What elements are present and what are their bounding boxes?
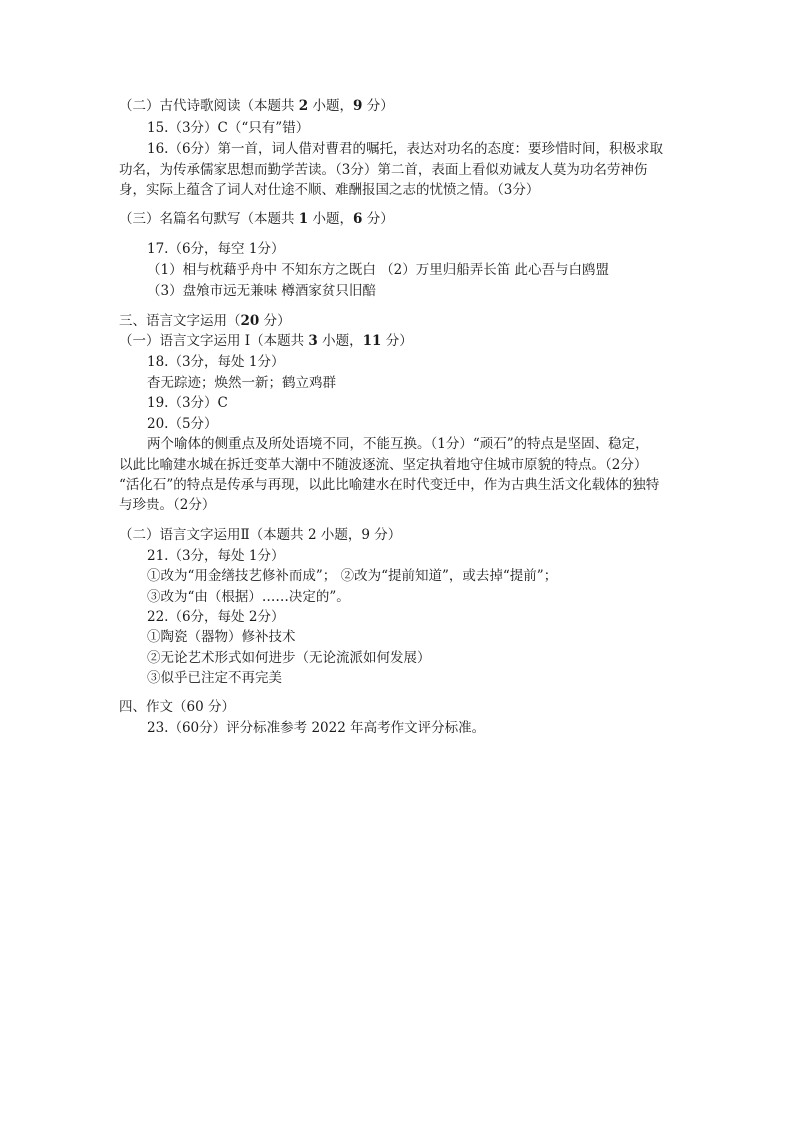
answer-q21-line1: ①改为“用金缮技艺修补而成”； ②改为“提前知道”，或去掉“提前”； xyxy=(147,568,558,584)
answer-q16-line2: 功名，为传承儒家思想而勤学苦读。（3分）第二首，表面上看似劝诫友人莫为功名劳神伤 xyxy=(119,162,648,178)
answer-q21: 21.（3分，每处 1分） xyxy=(147,548,285,564)
part-language-header: 三、语言文字运用（20 分） xyxy=(119,313,291,329)
answer-q17: 17.（6分，每空 1分） xyxy=(147,241,285,257)
answer-q22-line2: ②无论艺术形式如何进步（无论流派如何发展） xyxy=(147,650,431,666)
section-recitation-header: （三）名篇名句默写（本题共 1 小题，6 分） xyxy=(119,211,394,227)
answer-q15: 15.（3分）C（“只有”错） xyxy=(147,120,310,136)
answer-q20-line3: “活化石”的特点是传承与再现，以此比喻建水在时代变迁中，作为古典生活文化载体的独特 xyxy=(119,477,660,493)
answer-q22: 22.（6分，每处 2分） xyxy=(147,609,285,625)
answer-q20-line1: 两个喻体的侧重点及所处语境不同，不能互换。（1分）“顽石”的特点是坚固、稳定， xyxy=(147,436,649,452)
answer-q18-text: 杳无踪迹；焕然一新；鹤立鸡群 xyxy=(147,375,336,391)
answer-q22-line1: ①陶瓷（器物）修补技术 xyxy=(147,629,296,645)
answer-q23: 23.（60分）评分标准参考 2022 年高考作文评分标准。 xyxy=(147,720,486,736)
answer-q16-line1: 16.（6分）第一首，词人借对曹君的嘱托，表达对功名的态度：要珍惜时间，积极求取 xyxy=(147,141,664,157)
subsection-language-1-header: （一）语言文字运用 I（本题共 3 小题，11 分） xyxy=(119,333,413,349)
answer-q17-line1: （1）相与枕藉乎舟中 不知东方之既白 （2）万里归船弄长笛 此心吾与白鸥盟 xyxy=(147,262,610,278)
answer-q16-line3: 身，实际上蕴含了词人对仕途不顺、难酬报国之志的忧愤之情。（3分） xyxy=(119,182,540,198)
answer-q20-line4: 与珍贵。（2分） xyxy=(119,497,216,513)
part-essay-header: 四、作文（60 分） xyxy=(119,699,235,715)
answer-q22-line3: ③似乎已注定不再完美 xyxy=(147,670,282,686)
subsection-language-2-header: （二）语言文字运用Ⅱ（本题共 2 小题，9 分） xyxy=(119,527,402,543)
answer-q20-line2: 以此比喻建水城在拆迁变革大潮中不随波逐流、坚定执着地守住城市原貌的特点。（2分） xyxy=(119,457,648,473)
answer-q19: 19.（3分）C xyxy=(147,395,228,411)
answer-q17-line2: （3）盘飧市远无兼味 樽酒家贫只旧醅 xyxy=(147,283,376,299)
section-poetry-header: （二）古代诗歌阅读（本题共 2 小题，9 分） xyxy=(119,98,394,114)
answer-q21-line2: ③改为“由（根据）……决定的”。 xyxy=(147,589,350,605)
answer-q18: 18.（3分，每处 1分） xyxy=(147,354,285,370)
answer-q20: 20.（5分） xyxy=(147,416,218,432)
